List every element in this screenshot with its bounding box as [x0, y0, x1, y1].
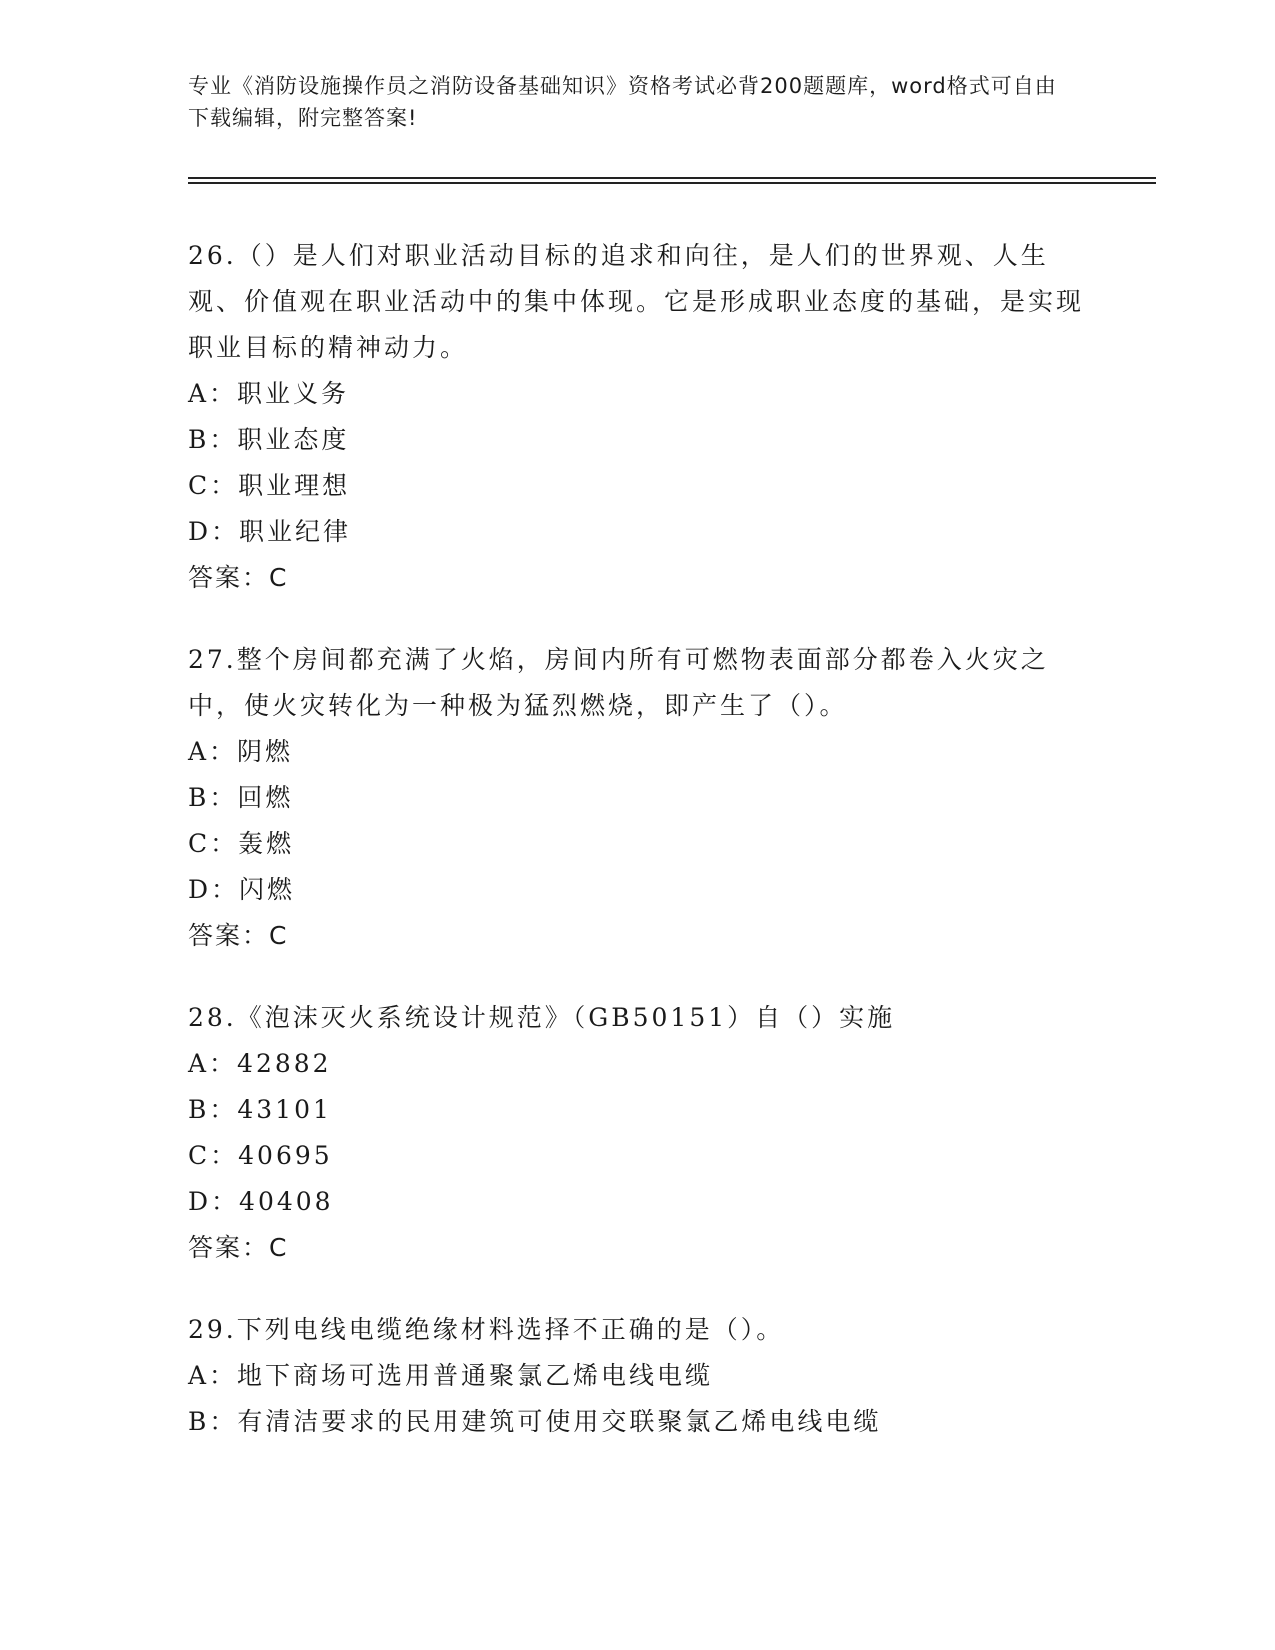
option-b: B：43101 — [188, 1095, 332, 1124]
question-list — [188, 233, 1088, 1481]
question-28 — [188, 995, 1088, 1271]
option-d: D：闪燃 — [188, 875, 296, 904]
answer: 答案：C — [188, 1233, 289, 1262]
question-text: 27.整个房间都充满了火焰，房间内所有可燃物表面部分都卷入火灾之中，使火灾转化为一种极为猛烈燃烧，即产生了（）。 — [188, 645, 1049, 720]
question-27 — [188, 637, 1088, 959]
question-text: 29.下列电线电缆绝缘材料选择不正确的是（）。 — [188, 1315, 785, 1344]
answer: 答案：C — [188, 921, 289, 950]
option-c: C：轰燃 — [188, 829, 295, 858]
option-a: A：职业义务 — [188, 379, 350, 408]
question-text: 26.（）是人们对职业活动目标的追求和向往，是人们的世界观、人生观、价值观在职业活动中的集中体现。它是形成职业态度的基础，是实现职业目标的精神动力。 — [188, 241, 1085, 362]
document-header: 专业《消防设施操作员之消防设备基础知识》资格考试必背200题题库，word格式可自由下载编辑，附完整答案! — [188, 74, 1057, 130]
option-c: C：40695 — [188, 1141, 333, 1170]
option-c: C：职业理想 — [188, 471, 351, 500]
option-b: B：职业态度 — [188, 425, 350, 454]
option-d: D：40408 — [188, 1187, 334, 1216]
answer: 答案：C — [188, 563, 289, 592]
question-29 — [188, 1307, 1088, 1445]
option-d: D：职业纪律 — [188, 517, 352, 546]
option-b: B：回燃 — [188, 783, 294, 812]
option-a: A：阴燃 — [188, 737, 294, 766]
option-a: A：42882 — [188, 1049, 332, 1078]
option-a: A：地下商场可选用普通聚氯乙烯电线电缆 — [188, 1361, 714, 1390]
header-divider-bottom — [188, 182, 1156, 184]
question-text: 28.《泡沫灭火系统设计规范》（GB50151）自（）实施 — [188, 1003, 896, 1032]
option-b: B：有清洁要求的民用建筑可使用交联聚氯乙烯电线电缆 — [188, 1407, 882, 1436]
header-divider-top — [188, 177, 1156, 179]
question-26 — [188, 233, 1088, 601]
